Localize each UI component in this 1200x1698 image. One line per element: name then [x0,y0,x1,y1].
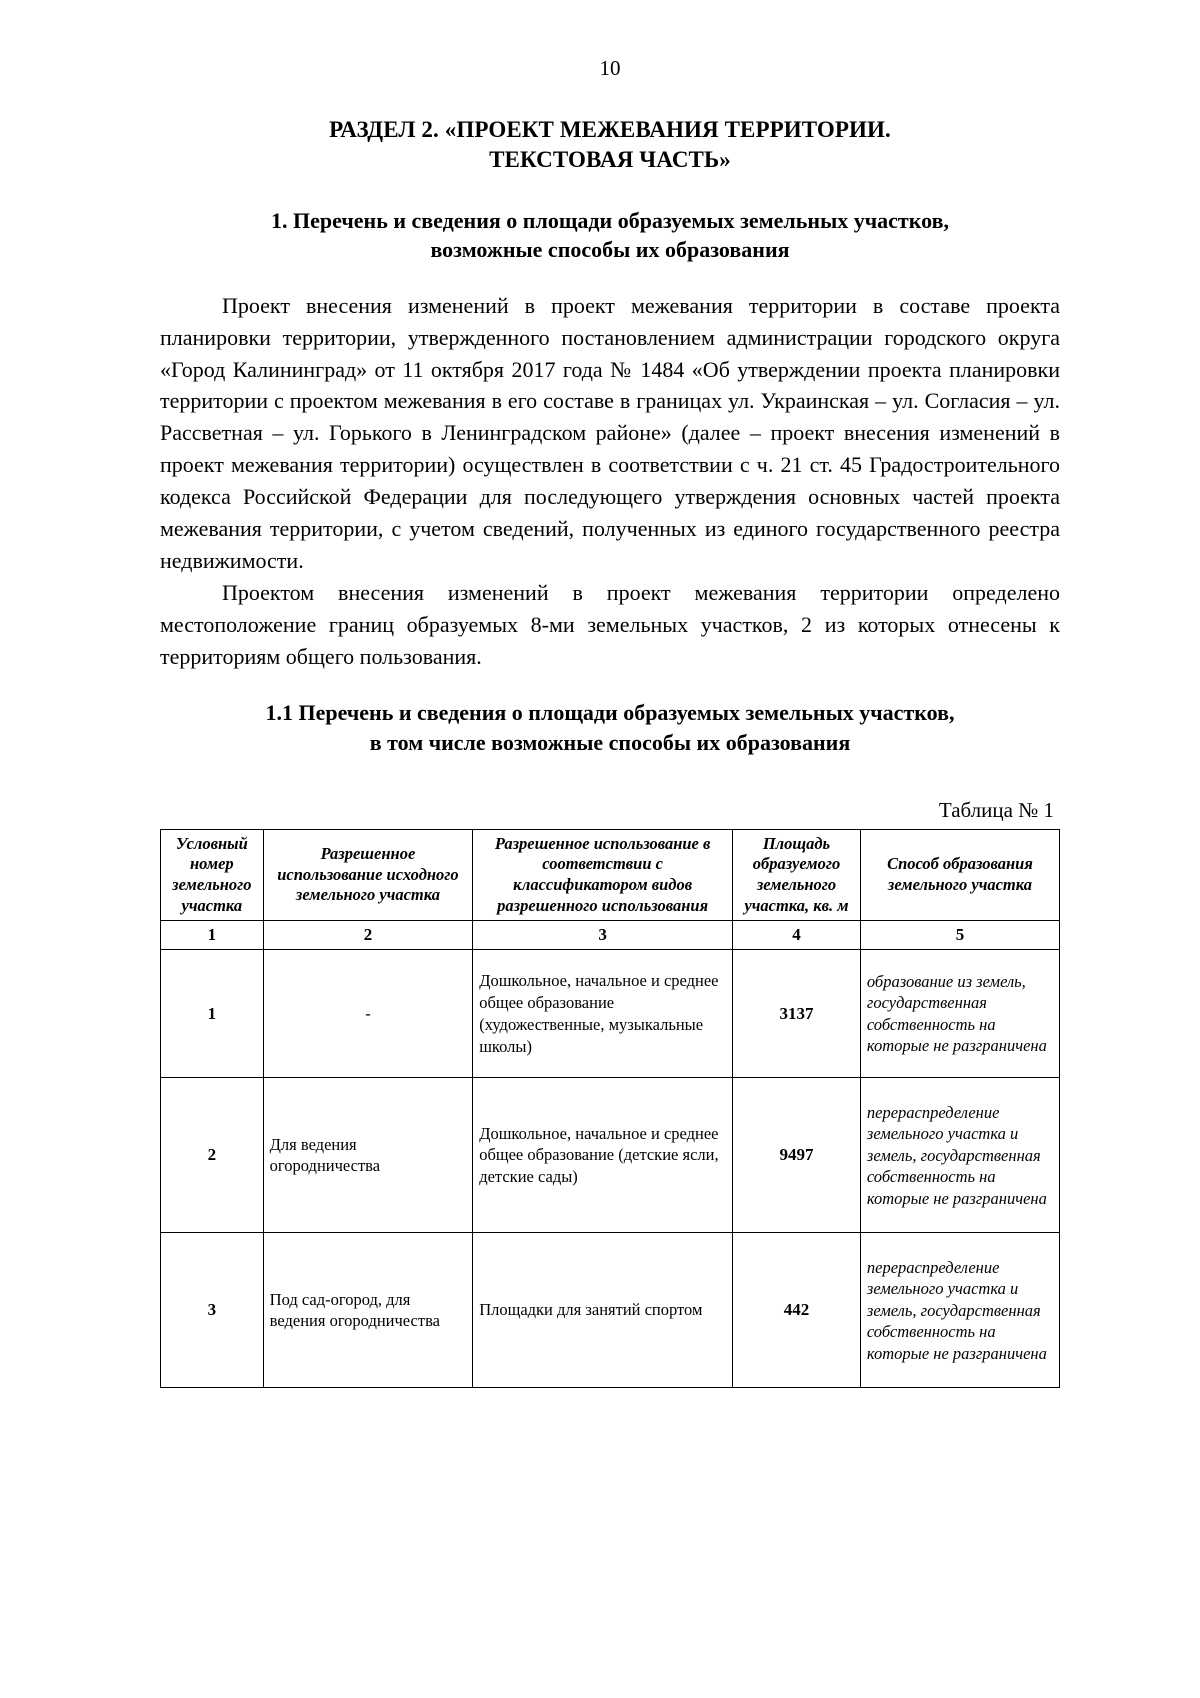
paragraph-2: Проектом внесения изменений в проект межевания территории определено местоположение границ образуемых 8-ми земельных участков, 2 из которых отнесены к территориям общего пользования. [160,579,1060,669]
table-header-cell: Разрешенное использование в соответствии с классификатором видов разрешенного использования [473,829,733,921]
cell-classifier-use: Дошкольное, начальное и среднее общее образование (детские ясли, детские сады) [473,1078,733,1233]
section-title-line2: ТЕКСТОВАЯ ЧАСТЬ» [489,147,731,173]
table-column-number-row [161,921,1060,950]
table-row [161,1233,1060,1388]
subsection-1-title [160,206,1060,264]
column-number: 1 [161,921,264,950]
column-number: 4 [733,921,861,950]
cell-classifier-use: Площадки для занятий спортом [473,1233,733,1388]
subsection-1-title-line1: 1. Перечень и сведения о площади образуемых земельных участков, [271,207,949,233]
section-title [160,115,1060,176]
table-header-cell: Условный номер земельного участка [161,829,264,921]
cell-formation-method: перераспределение земельного участка и земель, государственная собственность на которые не разграничена [860,1078,1059,1233]
spacer [160,780,1060,798]
subsection-1-title-line2: возможные способы их образования [430,236,790,262]
table-row [161,1078,1060,1233]
cell-plot-number: 1 [161,950,264,1078]
table-header-cell: Способ образования земельного участка [860,829,1059,921]
table-caption: Таблица № 1 [938,797,1054,822]
table-header-cell: Разрешенное использование исходного земельного участка [263,829,473,921]
table-header-row [161,829,1060,921]
cell-plot-number: 2 [161,1078,264,1233]
cell-existing-use: Под сад-огород, для ведения огородничества [263,1233,473,1388]
cell-area: 442 [733,1233,861,1388]
cell-formation-method: образование из земель, государственная собственность на которые не разграничена [860,950,1059,1078]
section-title-line1: РАЗДЕЛ 2. «ПРОЕКТ МЕЖЕВАНИЯ ТЕРРИТОРИИ. [329,117,891,142]
column-number: 5 [860,921,1059,950]
cell-formation-method: перераспределение земельного участка и земель, государственная собственность на которые не разграничена [860,1233,1059,1388]
cell-plot-number: 3 [161,1233,264,1388]
table-row [161,950,1060,1078]
paragraph-1: Проект внесения изменений в проект межевания территории в составе проекта планировки территории, утвержденного постановлением администрации городского округа «Город Калининград» от 11 октября 2017 года № 1484 «Об утверждении проекта планировки территории с проектом межевания в его составе в границах ул. Украинская – ул. Согласия – ул. Рассветная – ул. Горького в Ленинградском районе» (далее – проект внесения изменений в проект межевания территории) осуществлен в соответствии с ч. 21 ст. 45 Градостроительного кодекса Российской Федерации для последующего утверждения основных частей проекта межевания территории, с учетом сведений, полученных из единого государственного реестра недвижимости. [160,292,1060,573]
cell-existing-use: Для ведения огородничества [263,1078,473,1233]
land-plots-table [160,829,1060,1389]
subsection-1-1-title-line1: 1.1 Перечень и сведения о площади образуемых земельных участков, [265,700,955,726]
column-number: 2 [263,921,473,950]
cell-existing-use: - [263,950,473,1078]
cell-classifier-use: Дошкольное, начальное и среднее общее образование (художественные, музыкальные школы) [473,950,733,1078]
subsection-1-1-title [160,698,1060,757]
cell-area: 9497 [733,1078,861,1233]
cell-area: 3137 [733,950,861,1078]
table-header-cell: Площадь образуемого земельного участка, кв. м [733,829,861,921]
page-number: 10 [599,56,621,80]
subsection-1-1-title-line2: в том числе возможные способы их образования [369,730,851,756]
spacer [160,672,1060,698]
column-number: 3 [473,921,733,950]
